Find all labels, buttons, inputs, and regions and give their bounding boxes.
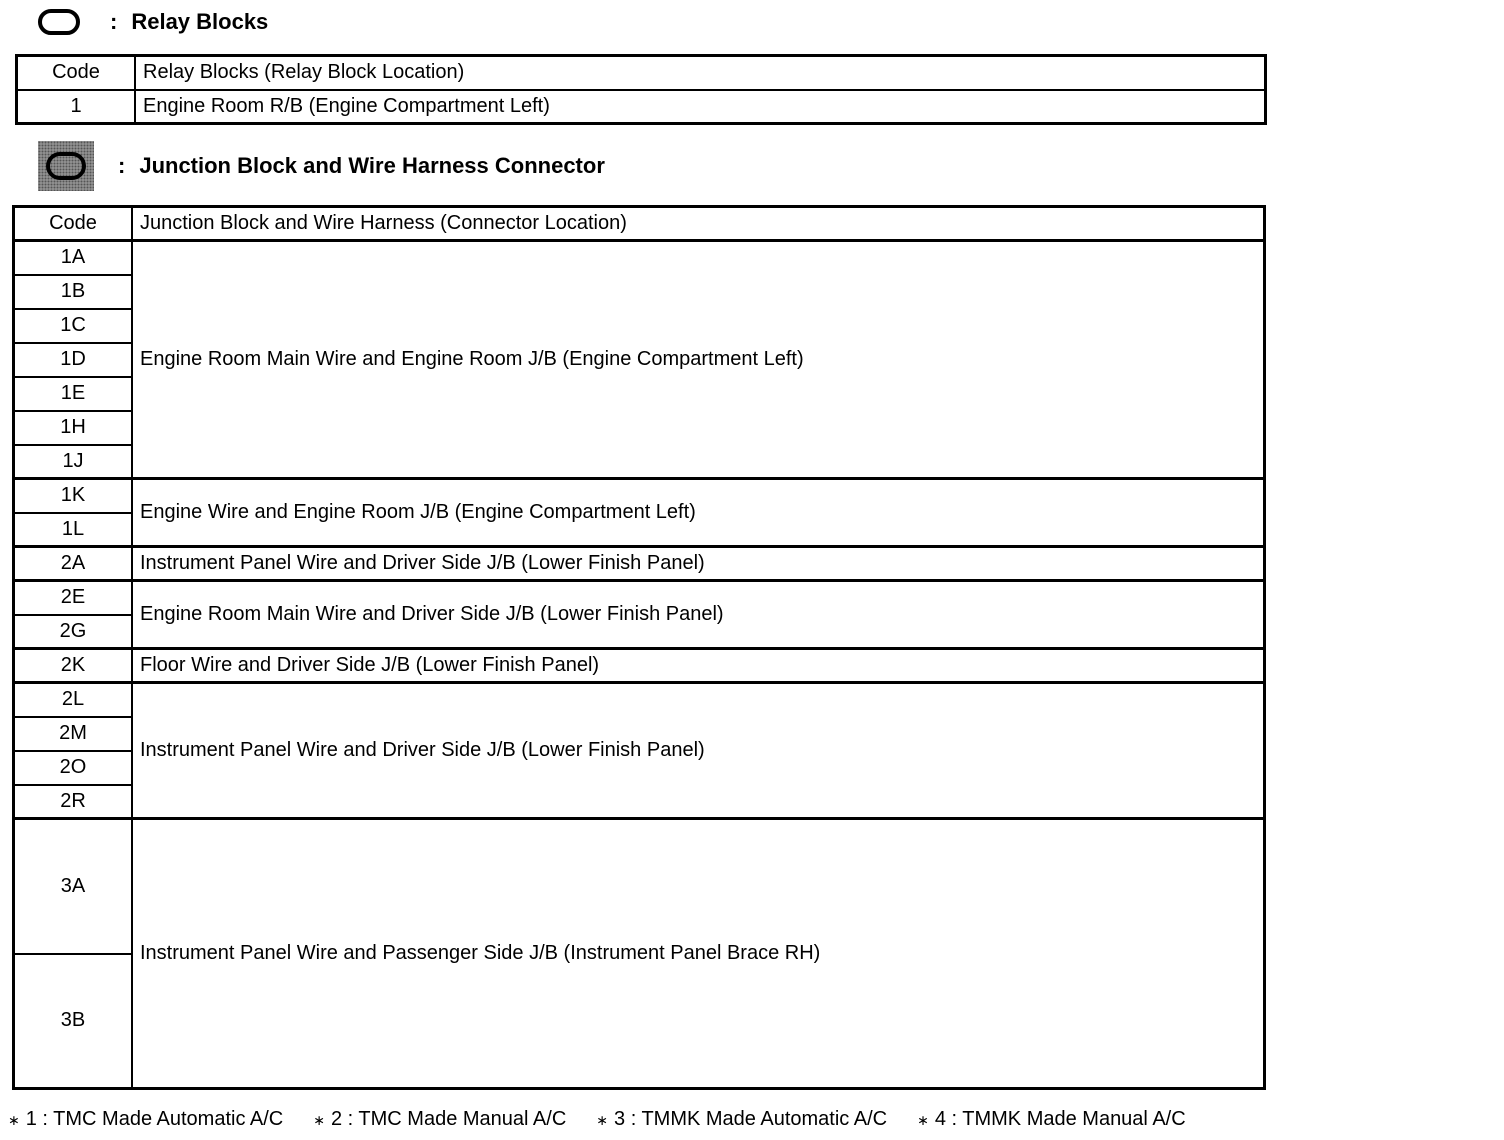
table-row (14, 581, 1265, 615)
jb-location-cell: Engine Wire and Engine Room J/B (Engine Compartment Left) (132, 479, 1265, 547)
jb-location-cell: Instrument Panel Wire and Driver Side J/B (Lower Finish Panel) (132, 547, 1265, 581)
jb-location-cell: Floor Wire and Driver Side J/B (Lower Finish Panel) (132, 649, 1265, 683)
jb-code-cell: 2O (14, 751, 133, 785)
relay-blocks-title: Relay Blocks (131, 9, 269, 34)
asterisk-icon: ∗ (596, 1112, 609, 1128)
relay-desc-header: Relay Blocks (Relay Block Location) (135, 56, 1266, 90)
table-row (14, 241, 1265, 275)
footnote (313, 1108, 566, 1131)
jb-code-header: Code (14, 207, 133, 241)
jb-code-cell: 2G (14, 615, 133, 649)
footnote (917, 1108, 1186, 1131)
jb-code-cell: 1H (14, 411, 133, 445)
jb-code-cell: 1C (14, 309, 133, 343)
asterisk-icon: ∗ (313, 1112, 325, 1128)
footnote-text: 2 : TMC Made Manual A/C (330, 1108, 567, 1130)
rounded-rectangle-inner-icon (46, 152, 86, 180)
relay-blocks-table (15, 54, 1267, 125)
footnote-text: 1 : TMC Made Automatic A/C (25, 1108, 284, 1130)
jb-location-cell: Instrument Panel Wire and Driver Side J/B (Lower Finish Panel) (132, 683, 1265, 819)
relay-code-cell: 1 (17, 90, 136, 124)
footnote-text: 3 : TMMK Made Automatic A/C (614, 1108, 888, 1130)
footnote (596, 1108, 887, 1131)
jb-code-cell: 1J (14, 445, 133, 479)
jb-code-cell: 1E (14, 377, 133, 411)
jb-code-cell: 3A (14, 819, 133, 954)
asterisk-icon: ∗ (917, 1112, 929, 1128)
jb-code-cell: 2K (14, 649, 133, 683)
shaded-rounded-rectangle-icon (38, 141, 94, 191)
jb-code-cell: 2M (14, 717, 133, 751)
relay-header-row (17, 56, 1266, 90)
asterisk-icon: ∗ (8, 1112, 20, 1128)
jb-colon: : (118, 153, 126, 178)
jb-code-cell: 1A (14, 241, 133, 275)
relay-colon: : (110, 9, 118, 34)
table-row (14, 819, 1265, 954)
jb-code-cell: 2E (14, 581, 133, 615)
junction-block-header (38, 144, 605, 188)
jb-code-cell: 3B (14, 954, 133, 1089)
junction-block-table (12, 205, 1266, 1090)
relay-blocks-header (38, 0, 268, 44)
relay-desc-cell: Engine Room R/B (Engine Compartment Left) (135, 90, 1266, 124)
relay-code-header: Code (17, 56, 136, 90)
table-row (14, 479, 1265, 513)
jb-code-cell: 1L (14, 513, 133, 547)
jb-code-cell: 2A (14, 547, 133, 581)
jb-location-cell: Instrument Panel Wire and Passenger Side J/B (Instrument Panel Brace RH) (132, 819, 1265, 1089)
jb-header-row (14, 207, 1265, 241)
jb-code-cell: 2R (14, 785, 133, 819)
junction-block-table-body (14, 207, 1265, 1089)
rounded-rectangle-outline-icon (38, 9, 80, 35)
jb-code-cell: 2L (14, 683, 133, 717)
table-row (14, 683, 1265, 717)
jb-location-cell: Engine Room Main Wire and Engine Room J/B (Engine Compartment Left) (132, 241, 1265, 479)
jb-desc-header: Junction Block and Wire Harness (Connector Location) (132, 207, 1265, 241)
jb-code-cell: 1D (14, 343, 133, 377)
footnotes (8, 1108, 1216, 1131)
jb-location-cell: Engine Room Main Wire and Driver Side J/B (Lower Finish Panel) (132, 581, 1265, 649)
table-row (14, 547, 1265, 581)
table-row (14, 649, 1265, 683)
footnote (8, 1108, 283, 1131)
footnote-text: 4 : TMMK Made Manual A/C (934, 1108, 1186, 1130)
junction-block-title: Junction Block and Wire Harness Connector (139, 153, 605, 178)
jb-code-cell: 1K (14, 479, 133, 513)
jb-code-cell: 1B (14, 275, 133, 309)
table-row (17, 90, 1266, 124)
